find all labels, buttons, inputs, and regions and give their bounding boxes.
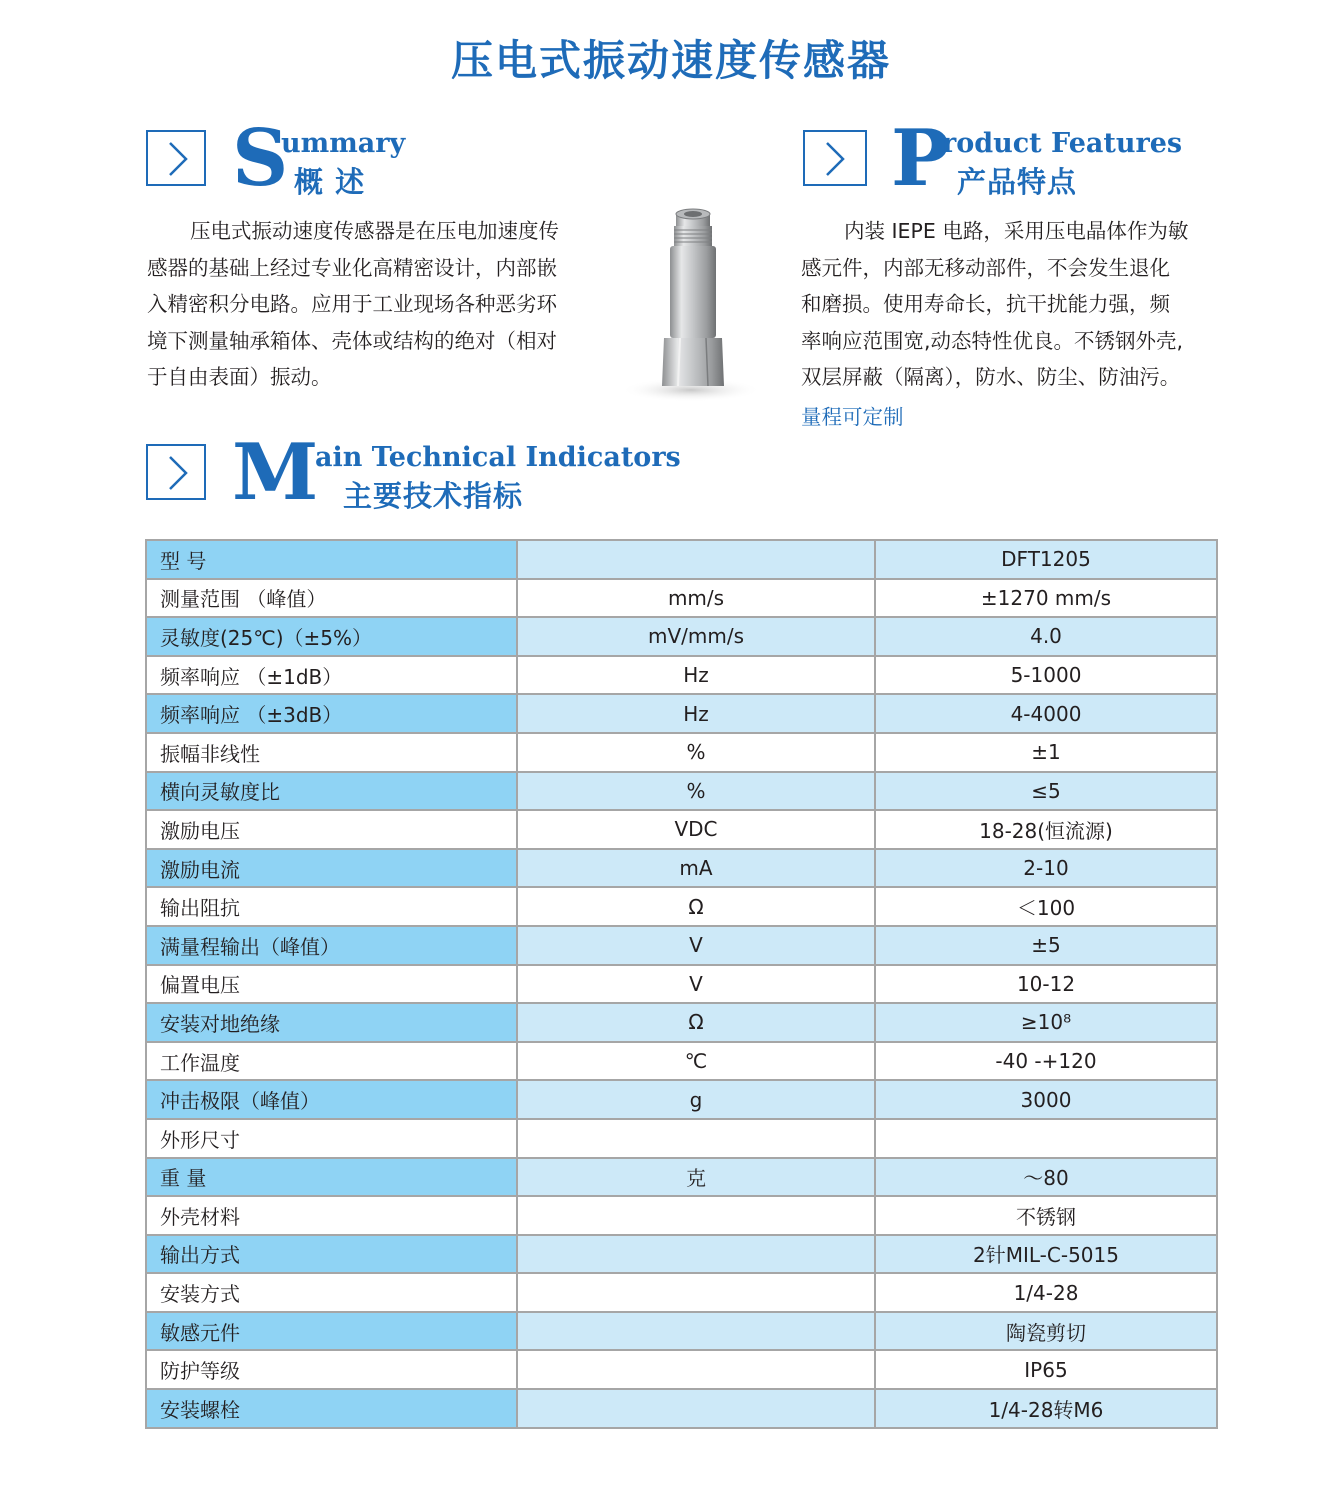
param-name: 横向灵敏度比 [146, 772, 517, 811]
param-unit: Hz [517, 694, 875, 733]
param-unit [517, 1389, 875, 1428]
param-value: 10-12 [875, 965, 1217, 1004]
param-unit: Ω [517, 1003, 875, 1042]
param-name: 外壳材料 [146, 1196, 517, 1235]
table-row [146, 1312, 1217, 1351]
param-unit: V [517, 926, 875, 965]
table-row [146, 1158, 1217, 1197]
param-value: ＜100 [875, 887, 1217, 926]
param-value: ±1270 mm/s [875, 579, 1217, 618]
param-value: ～80 [875, 1158, 1217, 1197]
indicators-initial: M [232, 427, 319, 518]
features-line: 率响应范围宽,动态特性优良。不锈钢外壳, [801, 328, 1184, 353]
param-unit: V [517, 965, 875, 1004]
param-value: ±1 [875, 733, 1217, 772]
param-name: 防护等级 [146, 1350, 517, 1389]
param-value: 不锈钢 [875, 1196, 1217, 1235]
table-row [146, 926, 1217, 965]
param-unit: g [517, 1080, 875, 1119]
param-unit [517, 1119, 875, 1158]
summary-line: 入精密积分电路。应用于工业现场各种恶劣环 [147, 292, 557, 316]
param-unit: Hz [517, 656, 875, 695]
param-unit [517, 1196, 875, 1235]
table-row [146, 772, 1217, 811]
param-name: 外形尺寸 [146, 1119, 517, 1158]
param-name: 输出阻抗 [146, 887, 517, 926]
table-row [146, 965, 1217, 1004]
param-name: 激励电压 [146, 810, 517, 849]
features-title-en: roduct Features [942, 128, 1183, 159]
param-value: 5-1000 [875, 656, 1217, 695]
features-initial: P [891, 113, 950, 204]
summary-title-en: ummary [281, 128, 406, 159]
indicators-heading [146, 427, 681, 518]
sensor-product-image [616, 206, 766, 406]
table-row [146, 1273, 1217, 1312]
features-line: 内装 IEPE 电路，采用压电晶体作为敏 [844, 219, 1189, 243]
summary-text [147, 213, 613, 396]
indicators-title-cn: 主要技术指标 [343, 479, 524, 513]
table-row [146, 733, 1217, 772]
param-value: ±5 [875, 926, 1217, 965]
summary-initial: S [232, 113, 289, 204]
chevron-right-icon [803, 130, 867, 186]
param-value: DFT1205 [875, 540, 1217, 579]
table-row [146, 849, 1217, 888]
table-row [146, 579, 1217, 618]
param-value: 4-4000 [875, 694, 1217, 733]
param-value [875, 1119, 1217, 1158]
param-name: 安装对地绝缘 [146, 1003, 517, 1042]
custom-range-note: 量程可定制 [801, 405, 904, 429]
param-unit: % [517, 772, 875, 811]
param-unit: % [517, 733, 875, 772]
features-text [801, 213, 1214, 396]
summary-line: 感器的基础上经过专业化高精密设计，内部嵌 [147, 255, 557, 280]
param-value: ≤5 [875, 772, 1217, 811]
table-row [146, 810, 1217, 849]
page-title: 压电式振动速度传感器 [450, 36, 891, 85]
param-unit [517, 1235, 875, 1274]
param-value: 1/4-28 [875, 1273, 1217, 1312]
param-value: 2针MIL-C-5015 [875, 1235, 1217, 1274]
param-value: 1/4-28转M6 [875, 1389, 1217, 1428]
table-row [146, 694, 1217, 733]
summary-heading [146, 113, 446, 204]
table-row [146, 1080, 1217, 1119]
param-value: 2-10 [875, 849, 1217, 888]
param-value: 18-28(恒流源) [875, 810, 1217, 849]
param-unit: mm/s [517, 579, 875, 618]
table-row [146, 887, 1217, 926]
param-unit: VDC [517, 810, 875, 849]
param-value: 3000 [875, 1080, 1217, 1119]
table-row [146, 1042, 1217, 1081]
param-value: IP65 [875, 1350, 1217, 1389]
features-line: 感元件，内部无移动部件，不会发生退化 [801, 255, 1170, 280]
param-name: 振幅非线性 [146, 733, 517, 772]
param-unit [517, 540, 875, 579]
param-value: -40 -+120 [875, 1042, 1217, 1081]
summary-line: 于自由表面）振动。 [147, 365, 332, 389]
param-unit [517, 1350, 875, 1389]
param-name: 安装方式 [146, 1273, 517, 1312]
summary-line: 压电式振动速度传感器是在压电加速度传 [190, 219, 559, 243]
table-row [146, 1389, 1217, 1428]
param-unit [517, 1312, 875, 1351]
param-value: 陶瓷剪切 [875, 1312, 1217, 1351]
table-row [146, 540, 1217, 579]
table-row [146, 1350, 1217, 1389]
table-row [146, 1196, 1217, 1235]
chevron-right-icon [146, 444, 206, 500]
spec-table [145, 539, 1218, 1429]
param-name: 偏置电压 [146, 965, 517, 1004]
param-unit [517, 1273, 875, 1312]
table-row [146, 656, 1217, 695]
param-value: ≥10⁸ [875, 1003, 1217, 1042]
summary-line: 境下测量轴承箱体、壳体或结构的绝对（相对 [147, 328, 557, 353]
features-line: 和磨损。使用寿命长，抗干扰能力强，频 [801, 292, 1170, 316]
param-unit: mA [517, 849, 875, 888]
param-name: 型 号 [146, 540, 517, 579]
param-unit: Ω [517, 887, 875, 926]
table-row [146, 1003, 1217, 1042]
table-row [146, 1119, 1217, 1158]
features-line: 双层屏蔽（隔离），防水、防尘、防油污。 [801, 365, 1181, 389]
param-name: 安装螺栓 [146, 1389, 517, 1428]
indicators-title-en: ain Technical Indicators [315, 442, 681, 473]
param-name: 输出方式 [146, 1235, 517, 1274]
table-row [146, 617, 1217, 656]
param-name: 敏感元件 [146, 1312, 517, 1351]
param-value: 4.0 [875, 617, 1217, 656]
table-row [146, 1235, 1217, 1274]
param-name: 工作温度 [146, 1042, 517, 1081]
features-heading [803, 113, 1183, 204]
features-title-cn: 产品特点 [957, 165, 1078, 199]
param-name: 灵敏度(25℃)（±5%） [146, 617, 517, 656]
param-name: 冲击极限（峰值） [146, 1080, 517, 1119]
param-name: 测量范围 （峰值） [146, 579, 517, 618]
param-name: 激励电流 [146, 849, 517, 888]
chevron-right-icon [146, 130, 206, 186]
param-name: 满量程输出（峰值） [146, 926, 517, 965]
param-name: 频率响应 （±1dB） [146, 656, 517, 695]
param-name: 重 量 [146, 1158, 517, 1197]
param-name: 频率响应 （±3dB） [146, 694, 517, 733]
param-unit: ℃ [517, 1042, 875, 1081]
param-unit: 克 [517, 1158, 875, 1197]
summary-title-cn: 概 述 [294, 165, 366, 199]
param-unit: mV/mm/s [517, 617, 875, 656]
